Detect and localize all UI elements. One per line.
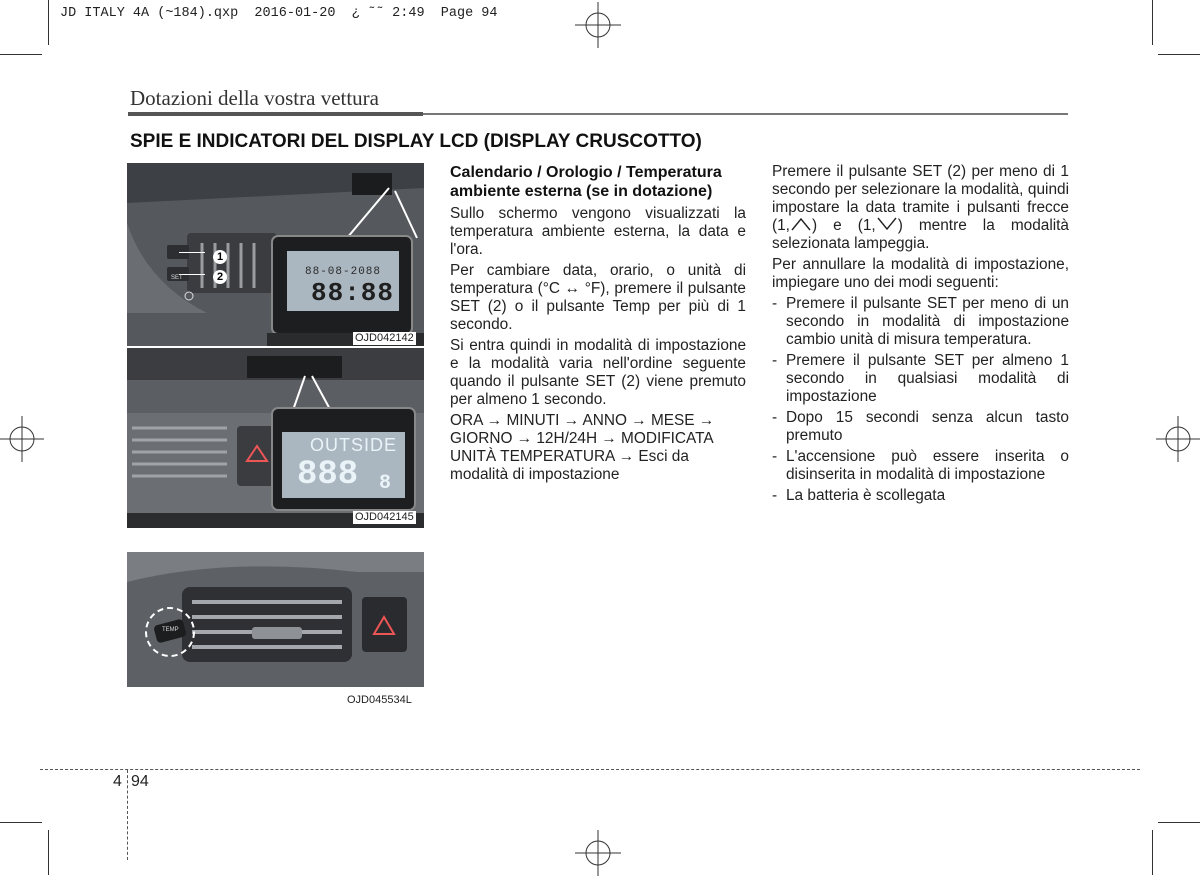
text-column-2	[772, 163, 1069, 508]
registration-mark-icon	[575, 830, 621, 876]
footer-dashed-line	[40, 769, 1140, 770]
crop-mark	[1158, 822, 1200, 823]
section-title: Dotazioni della vostra vettura	[130, 86, 379, 110]
temp-button-label: TEMP	[162, 627, 179, 633]
callout-2: 2	[213, 270, 227, 284]
arrow-down-icon	[876, 217, 898, 231]
crop-mark	[0, 822, 42, 823]
page-number: 94	[131, 773, 149, 790]
paragraph: Per annullare la modalità di impostazione, impiegare uno dei modi seguenti:	[772, 256, 1069, 291]
text-column-1	[450, 163, 746, 487]
paragraph: Premere il pulsante SET (2) per meno di 1 secondo per selezionare la modalità, quindi impostare la data tramite i pulsanti frecce (1, ) e (1, ) mentre la modalità selezionata lampeggia.	[772, 163, 1069, 252]
lcd-temp-digits: 888	[297, 456, 359, 494]
crop-mark	[1152, 0, 1153, 45]
paragraph: ORA → MINUTI → ANNO → MESE → GIORNO → 12H/24H → MODIFICATA UNITÀ TEMPERATURA → Esci da modalità di impostazione	[450, 412, 715, 483]
callout-1: 1	[213, 250, 227, 264]
crop-mark	[0, 54, 42, 55]
crop-mark	[48, 0, 49, 45]
crop-mark	[48, 830, 49, 875]
list-item: - La batteria è scollegata	[772, 487, 1069, 505]
paragraph: Per cambiare data, orario, o unità di temperatura (°C ↔ °F), premere il pulsante SET (2) o il pulsante Temp per più di 1 secondo.	[450, 262, 746, 333]
list-item: - Premere il pulsante SET per meno di un secondo in modalità di impostazione cambio unità di misura temperatura.	[772, 295, 1069, 349]
callout-line	[179, 252, 205, 253]
figure-code: OJD042142	[355, 332, 414, 344]
list-item: - Dopo 15 secondi senza alcun tasto premuto	[772, 409, 1069, 445]
lcd-date: 88-08-2088	[305, 266, 382, 278]
figure-temp-button	[127, 552, 424, 707]
subheading: Calendario / Orologio / Temperatura ambiente esterna (se in dotazione)	[450, 164, 722, 200]
lcd-temp-decimal: 8	[379, 472, 392, 495]
crop-mark	[1158, 54, 1200, 55]
list-item: - Premere il pulsante SET per almeno 1 secondo in qualsiasi modalità di impostazione	[772, 352, 1069, 406]
lcd-outside-label: OUTSIDE	[310, 435, 398, 455]
registration-mark-icon	[0, 416, 44, 462]
registration-mark-icon	[575, 2, 621, 48]
figure-outside-temperature	[127, 348, 424, 528]
dashboard-photo-icon	[127, 163, 424, 346]
registration-mark-icon	[1156, 416, 1200, 462]
set-button-label: SET	[171, 275, 183, 281]
chapter-number: 4	[113, 773, 122, 790]
arrow-up-icon	[790, 217, 812, 231]
figure-code: OJD045534L	[347, 694, 412, 706]
paragraph: Sullo schermo vengono visualizzati la temperatura ambiente esterna, la data e l'ora.	[450, 205, 746, 258]
paragraph: Si entra quindi in modalità di impostazione e la modalità varia nell'ordine seguente quando il pulsante SET (2) viene premuto per almeno 1 secondo.	[450, 337, 746, 408]
figure-dashboard-clock	[127, 163, 424, 346]
figure-code: OJD042145	[355, 511, 414, 523]
crop-mark	[1152, 830, 1153, 875]
list-item: - L'accensione può essere inserita o disinserita in modalità di impostazione	[772, 448, 1069, 484]
lcd-time: 88:88	[311, 278, 395, 308]
print-slug: JD ITALY 4A (~184).qxp 2016-01-20 ¿ ˜˜ 2:49 Page 94	[60, 6, 498, 21]
fold-line	[127, 770, 129, 860]
cancel-methods-list	[772, 295, 1069, 505]
page-heading: SPIE E INDICATORI DEL DISPLAY LCD (DISPLAY CRUSCOTTO)	[130, 131, 702, 152]
